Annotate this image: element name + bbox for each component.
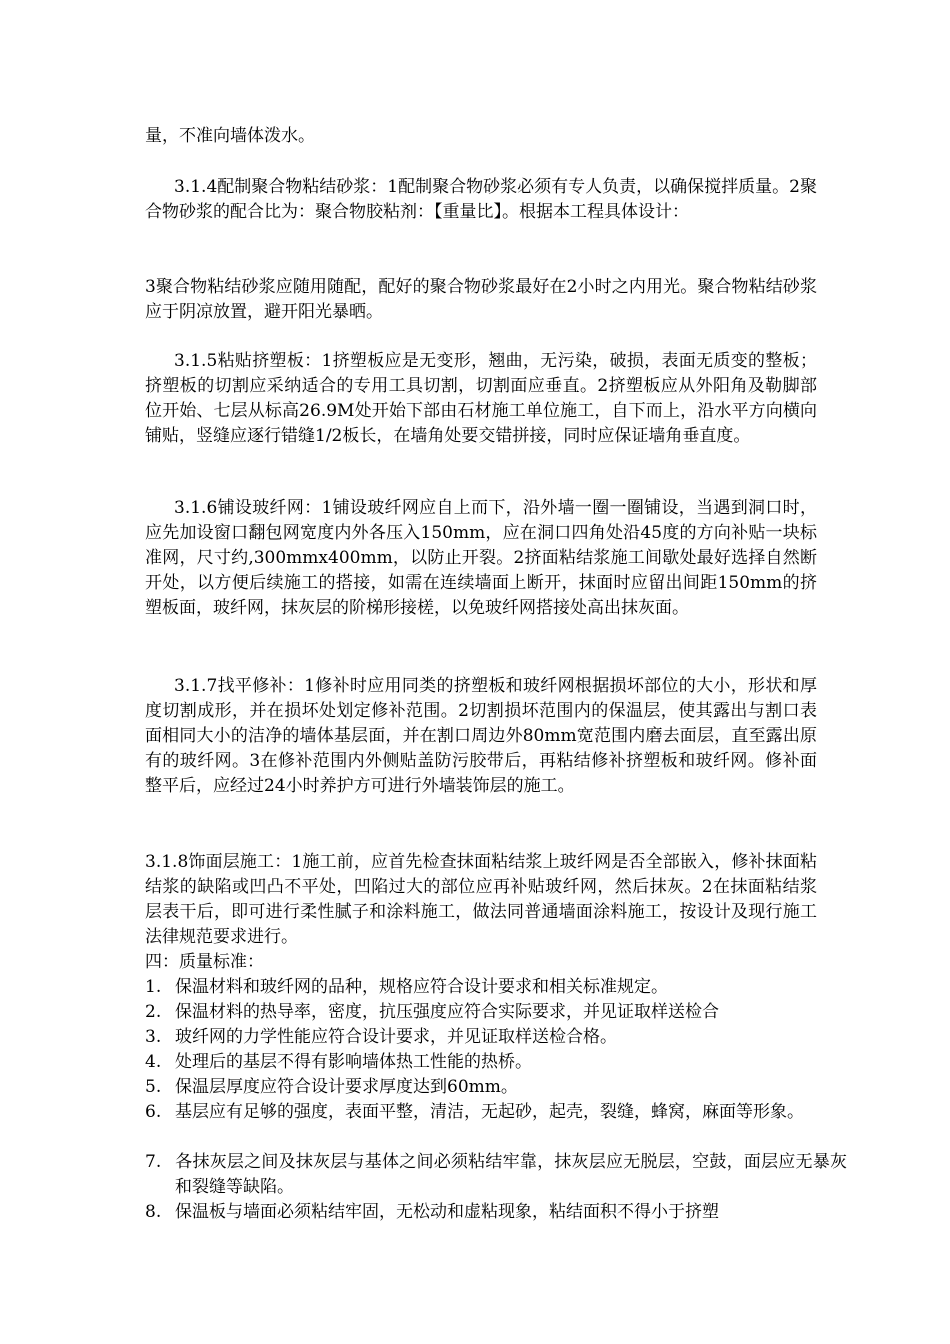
section-heading-quality: 四：质量标准： — [145, 952, 264, 972]
list-number: 4. — [145, 1052, 162, 1072]
list-number: 3. — [145, 1027, 162, 1047]
list-text: 基层应有足够的强度，表面平整，清洁，无起砂，起壳，裂缝，蜂窝，麻面等形象。 — [175, 1102, 804, 1122]
list-number: 5. — [145, 1077, 162, 1097]
list-number: 8. — [145, 1202, 162, 1222]
list-item — [145, 975, 847, 1000]
paragraph-mortar-usage: 3聚合物粘结砂浆应随用随配，配好的聚合物砂浆最好在2小时之内用光。聚合物粘结砂浆应于阴凉放置，避开阳光暴晒。 — [145, 277, 817, 322]
paragraph-3-1-8: 3.1.8饰面层施工：1施工前，应首先检查抹面粘结浆上玻纤网是否全部嵌入，修补抹面粘结浆的缺陷或凹凸不平处，凹陷过大的部位应再补贴玻纤网，然后抹灰。2在抹面粘结浆层表干后，即可进行柔性腻子和涂料施工，做法同普通墙面涂料施工，按设计及现行施工法律规范要求进行。 — [145, 852, 817, 947]
list-text: 保温层厚度应符合设计要求厚度达到60mm。 — [175, 1077, 518, 1097]
list-text: 玻纤网的力学性能应符合设计要求，并见证取样送检合格。 — [175, 1027, 617, 1047]
list-text: 保温板与墙面必须粘结牢固，无松动和虚粘现象，粘结面积不得小于挤塑 — [175, 1202, 719, 1222]
paragraph-3-1-6: 3.1.6铺设玻纤网：1铺设玻纤网应自上而下，沿外墙一圈一圈铺设，当遇到洞口时，应先加设窗口翻包网宽度内外各压入150mm，应在洞口四角处沿45度的方向补贴一块标准网，尺寸约,300mmx400mm，以防止开裂。2挤面粘结浆施工间歇处最好选择自然断开处，以方便后续施工的搭接，如需在连续墙面上断开，抹面时应留出间距150mm的挤塑板面，玻纤网，抹灰层的阶梯形接槎，以免玻纤网搭接处高出抹灰面。 — [145, 498, 817, 618]
list-number: 6. — [145, 1102, 162, 1122]
list-text: 处理后的基层不得有影响墙体热工性能的热桥。 — [175, 1052, 532, 1072]
list-number: 1. — [145, 977, 162, 997]
list-number: 7. — [145, 1152, 162, 1172]
paragraph-continuation: 量，不准向墙体泼水。 — [145, 126, 315, 146]
list-text: 保温材料和玻纤网的品种，规格应符合设计要求和相关标准规定。 — [175, 977, 668, 997]
list-number: 2. — [145, 1002, 162, 1022]
list-item — [145, 1000, 847, 1025]
list-item — [145, 1025, 847, 1050]
list-text: 各抹灰层之间及抹灰层与基体之间必须粘结牢靠，抹灰层应无脱层，空鼓，面层应无暴灰和裂缝等缺陷。 — [175, 1152, 847, 1197]
paragraph-3-1-7: 3.1.7找平修补：1修补时应用同类的挤塑板和玻纤网根据损坏部位的大小，形状和厚度切割成形，并在损坏处划定修补范围。2切割损坏范围内的保温层，使其露出与割口表面相同大小的洁净的墙体基层面，并在割口周边外80mm宽范围内磨去面层，直至露出原有的玻纤网。3在修补范围内外侧贴盖防污胶带后，再粘结修补挤塑板和玻纤网。修补面整平后，应经过24小时养护方可进行外墙装饰层的施工。 — [145, 676, 817, 796]
list-item — [145, 1150, 847, 1200]
list-text: 保温材料的热导率，密度，抗压强度应符合实际要求，并见证取样送检合 — [175, 1002, 719, 1022]
paragraph-3-1-5: 3.1.5粘贴挤塑板：1挤塑板应是无变形，翘曲，无污染，破损，表面无质变的整板；挤塑板的切割应采纳适合的专用工具切割，切割面应垂直。2挤塑板应从外阳角及勒脚部位开始、七层从标高26.9M处开始下部由石材施工单位施工，自下而上，沿水平方向横向铺贴，竖缝应逐行错缝1/2板长，在墙角处要交错拼接，同时应保证墙角垂直度。 — [145, 351, 817, 446]
list-item — [145, 1200, 847, 1225]
paragraph-3-1-4: 3.1.4配制聚合物粘结砂浆：1配制聚合物砂浆必须有专人负责，以确保搅拌质量。2聚合物砂浆的配合比为：聚合物胶粘剂：【重量比】。根据本工程具体设计： — [145, 177, 817, 222]
list-item — [145, 1050, 847, 1075]
list-item — [145, 1100, 847, 1125]
list-item — [145, 1075, 847, 1100]
